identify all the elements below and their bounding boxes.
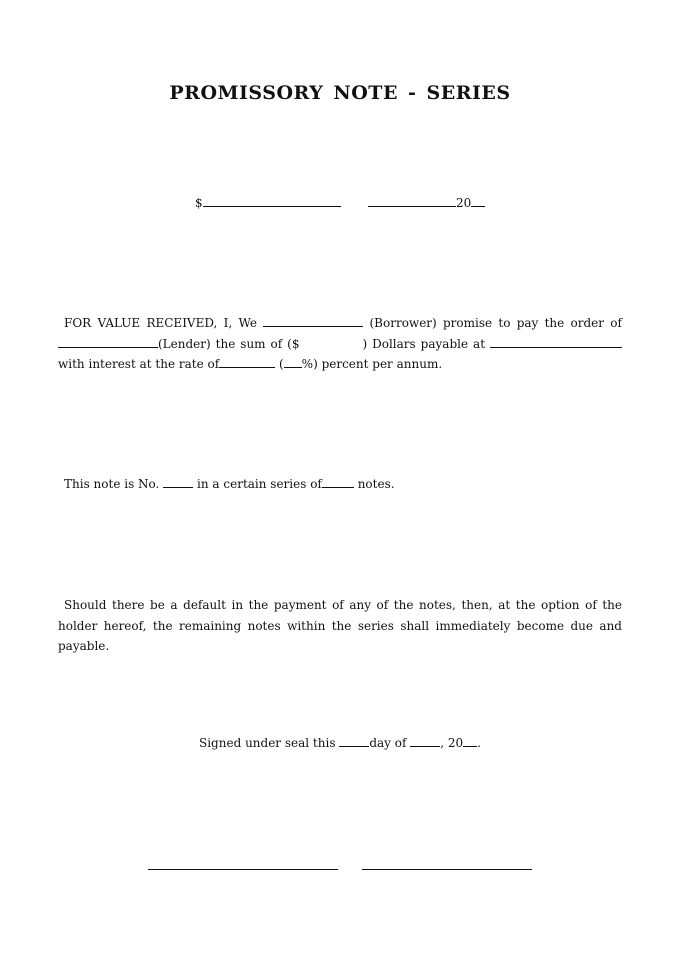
- series-number-paragraph: [58, 474, 622, 495]
- sign-year-blank[interactable]: [463, 735, 477, 747]
- signed-text-3: , 20: [440, 736, 464, 750]
- payable-at-blank[interactable]: [490, 336, 622, 348]
- p1-text-2: (Borrower) promise to pay the order of: [369, 316, 622, 330]
- signed-text-4: .: [477, 736, 481, 750]
- witness-signature-line[interactable]: [362, 869, 532, 870]
- value-received-paragraph: [58, 313, 622, 375]
- page-title: PROMISSORY NOTE - SERIES: [169, 82, 511, 104]
- year-blank[interactable]: [471, 195, 485, 207]
- percent-blank[interactable]: [284, 356, 302, 368]
- signed-text-1: Signed under seal this: [199, 736, 336, 750]
- lender-blank[interactable]: [58, 336, 158, 348]
- p2-text-1: This note is No.: [64, 477, 160, 491]
- year-prefix: 20: [456, 196, 472, 210]
- signed-under-seal-line: [0, 735, 680, 750]
- borrower-blank[interactable]: [263, 315, 363, 327]
- date-line: [368, 195, 485, 210]
- borrower-signature-line[interactable]: [148, 869, 338, 870]
- p1-text-6: (: [278, 357, 284, 371]
- p1-text-1: FOR VALUE RECEIVED, I, We: [64, 316, 257, 330]
- note-number-blank[interactable]: [163, 476, 193, 488]
- amount-blank[interactable]: [203, 195, 341, 207]
- p2-text-2: in a certain series of: [197, 477, 322, 491]
- p3-text: Should there be a default in the payment of any of the notes, then, at the option of the holder hereof, the remaining notes within the series shall immediately become due and payable.: [58, 598, 622, 653]
- month-blank[interactable]: [410, 735, 440, 747]
- signed-text-2: day of: [369, 736, 407, 750]
- series-count-blank[interactable]: [322, 476, 354, 488]
- amount-date-line: [195, 195, 341, 210]
- dollar-sign: $: [195, 196, 203, 210]
- p1-text-7: %) percent per annum.: [301, 357, 443, 371]
- rate-blank[interactable]: [219, 356, 275, 368]
- p1-text-5: with interest at the rate of: [58, 357, 220, 371]
- p2-text-3: notes.: [357, 477, 395, 491]
- p1-text-3: (Lender) the sum of ($: [158, 336, 300, 351]
- date-blank[interactable]: [368, 195, 456, 207]
- default-paragraph: [58, 595, 622, 657]
- day-blank[interactable]: [339, 735, 369, 747]
- p1-text-4: ) Dollars payable at: [362, 336, 486, 351]
